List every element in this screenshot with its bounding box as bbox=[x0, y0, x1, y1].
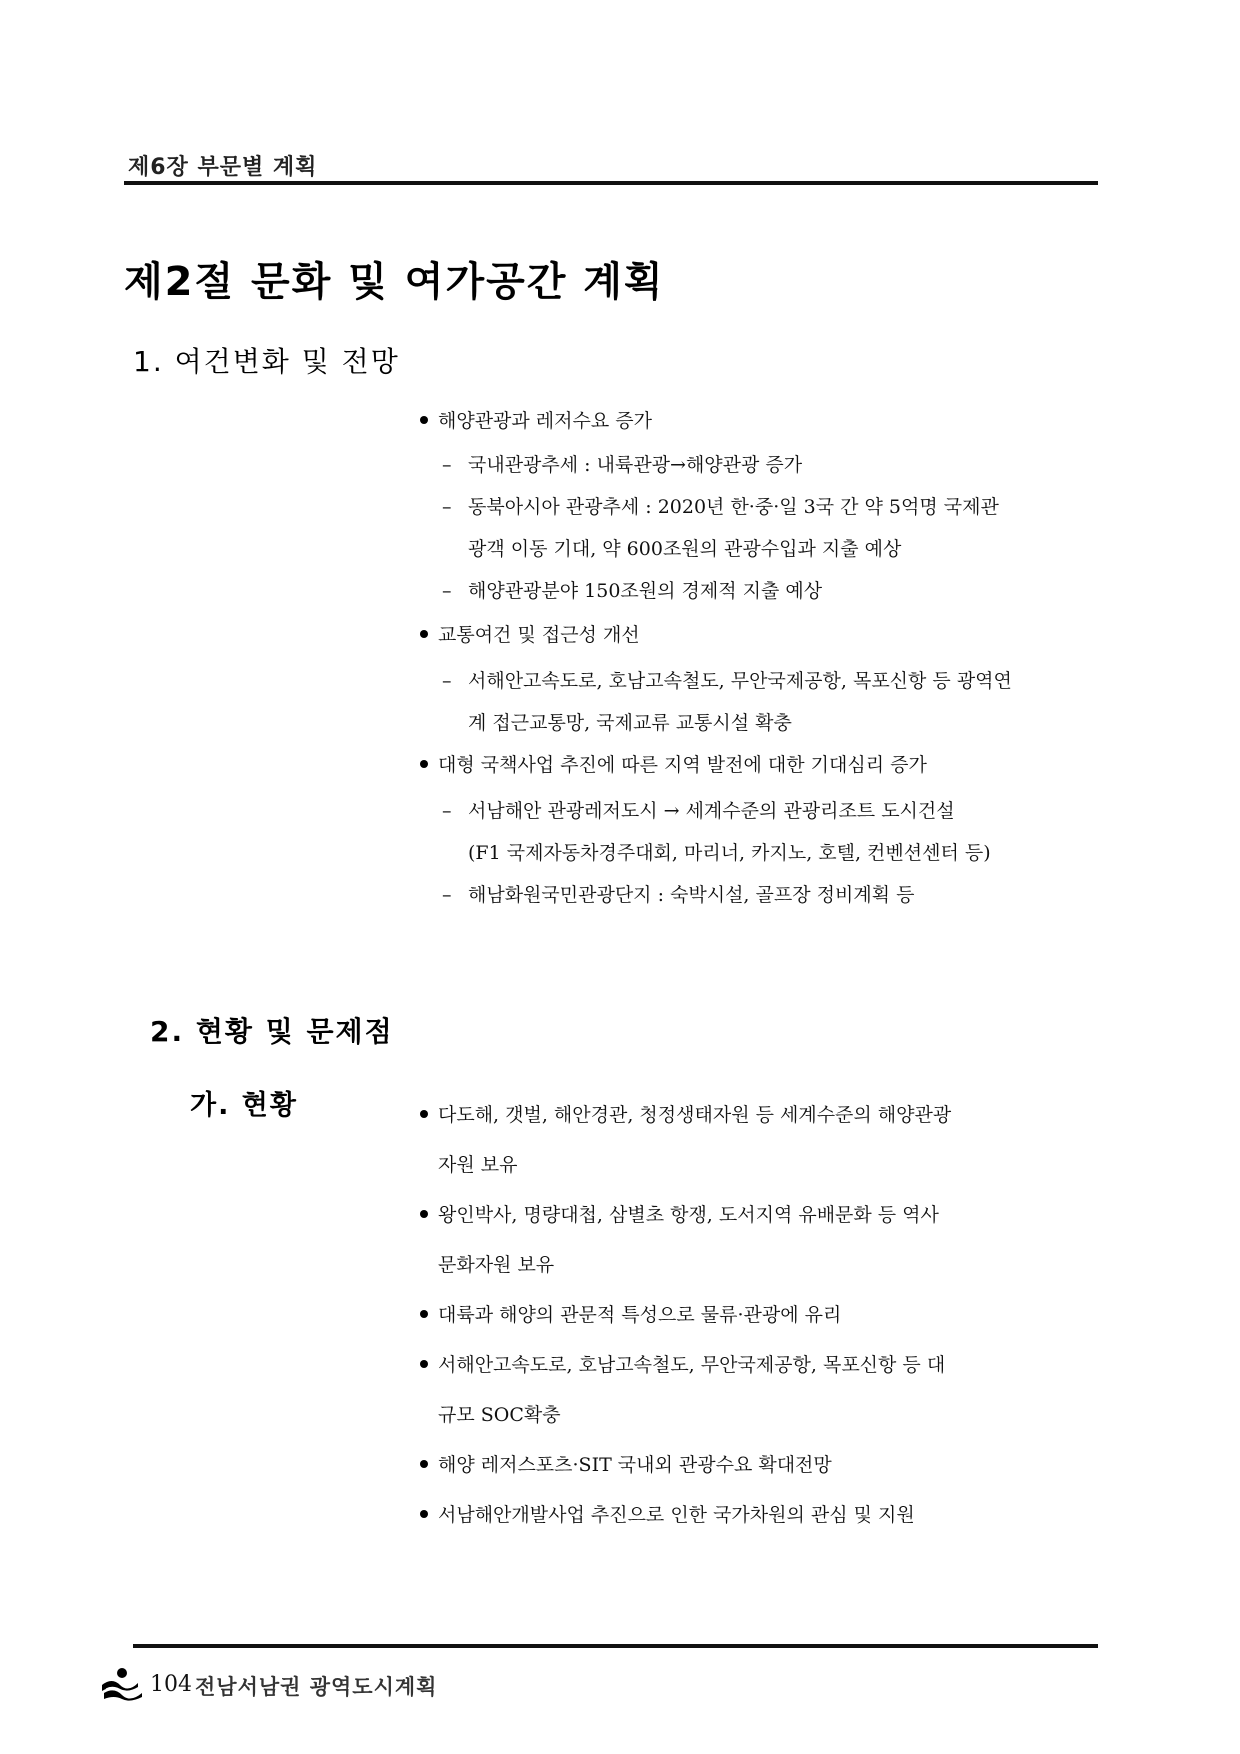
bullet-icon bbox=[420, 630, 428, 638]
list-item: – 국내관광추세 : 내륙관광→해양관광 증가 bbox=[442, 454, 803, 476]
bullet-icon bbox=[420, 760, 428, 768]
wave-logo-icon bbox=[98, 1665, 146, 1705]
bullet-icon bbox=[420, 1310, 428, 1318]
list-item-continuation: 계 접근교통망, 국제교류 교통시설 확충 bbox=[468, 712, 792, 734]
part2-subheading: 가. 현황 bbox=[190, 1090, 298, 1121]
list-item-continuation: 문화자원 보유 bbox=[438, 1254, 555, 1276]
list-item-continuation: (F1 국제자동차경주대회, 마리너, 카지노, 호텔, 컨벤션센터 등) bbox=[468, 842, 991, 864]
dash-icon: – bbox=[442, 454, 452, 476]
bullet-icon bbox=[420, 1360, 428, 1368]
list-item: – 해남화원국민관광단지 : 숙박시설, 골프장 정비계획 등 bbox=[442, 884, 915, 906]
page-number: 104 bbox=[150, 1672, 192, 1697]
bullet-icon bbox=[420, 1510, 428, 1518]
list-item: – 서해안고속도로, 호남고속철도, 무안국제공항, 목포신항 등 광역연 bbox=[442, 670, 1012, 692]
section-title: 제2절 문화 및 여가공간 계획 bbox=[124, 259, 665, 305]
dash-icon: – bbox=[442, 800, 452, 822]
part1-heading: 1. 여건변화 및 전망 bbox=[133, 345, 400, 378]
list-item: 해양관광과 레저수요 증가 bbox=[420, 412, 652, 431]
list-item: – 해양관광분야 150조원의 경제적 지출 예상 bbox=[442, 580, 823, 602]
dash-icon: – bbox=[442, 580, 452, 602]
part2-heading: 2. 현황 및 문제점 bbox=[150, 1015, 394, 1048]
dash-icon: – bbox=[442, 884, 452, 906]
footer-rule bbox=[133, 1644, 1098, 1648]
list-item-continuation: 자원 보유 bbox=[438, 1154, 518, 1176]
footer-book-title: 전남서남권 광역도시계획 bbox=[195, 1675, 438, 1699]
running-header: 제6장 부문별 계획 bbox=[128, 155, 318, 180]
list-item-continuation: 규모 SOC확충 bbox=[438, 1404, 561, 1426]
list-item: 대륙과 해양의 관문적 특성으로 물류·관광에 유리 bbox=[420, 1306, 841, 1325]
list-item: 다도해, 갯벌, 해안경관, 청정생태자원 등 세계수준의 해양관광 bbox=[420, 1106, 951, 1125]
list-item: 서해안고속도로, 호남고속철도, 무안국제공항, 목포신항 등 대 bbox=[420, 1356, 945, 1375]
list-item-continuation: 광객 이동 기대, 약 600조원의 관광수입과 지출 예상 bbox=[468, 538, 902, 560]
bullet-icon bbox=[420, 416, 428, 424]
list-item: – 서남해안 관광레저도시 → 세계수준의 관광리조트 도시건설 bbox=[442, 800, 955, 822]
bullet-icon bbox=[420, 1460, 428, 1468]
bullet-icon bbox=[420, 1210, 428, 1218]
dash-icon: – bbox=[442, 496, 452, 518]
list-item: 교통여건 및 접근성 개선 bbox=[420, 626, 640, 645]
dash-icon: – bbox=[442, 670, 452, 692]
bullet-icon bbox=[420, 1110, 428, 1118]
list-item: 해양 레저스포츠·SIT 국내외 관광수요 확대전망 bbox=[420, 1456, 832, 1475]
list-item: – 동북아시아 관광추세 : 2020년 한·중·일 3국 간 약 5억명 국제관 bbox=[442, 496, 999, 518]
list-item: 왕인박사, 명량대첩, 삼별초 항쟁, 도서지역 유배문화 등 역사 bbox=[420, 1206, 939, 1225]
list-item: 서남해안개발사업 추진으로 인한 국가차원의 관심 및 지원 bbox=[420, 1506, 915, 1525]
part1-body bbox=[420, 0, 1100, 1754]
list-item: 대형 국책사업 추진에 따른 지역 발전에 대한 기대심리 증가 bbox=[420, 756, 927, 775]
